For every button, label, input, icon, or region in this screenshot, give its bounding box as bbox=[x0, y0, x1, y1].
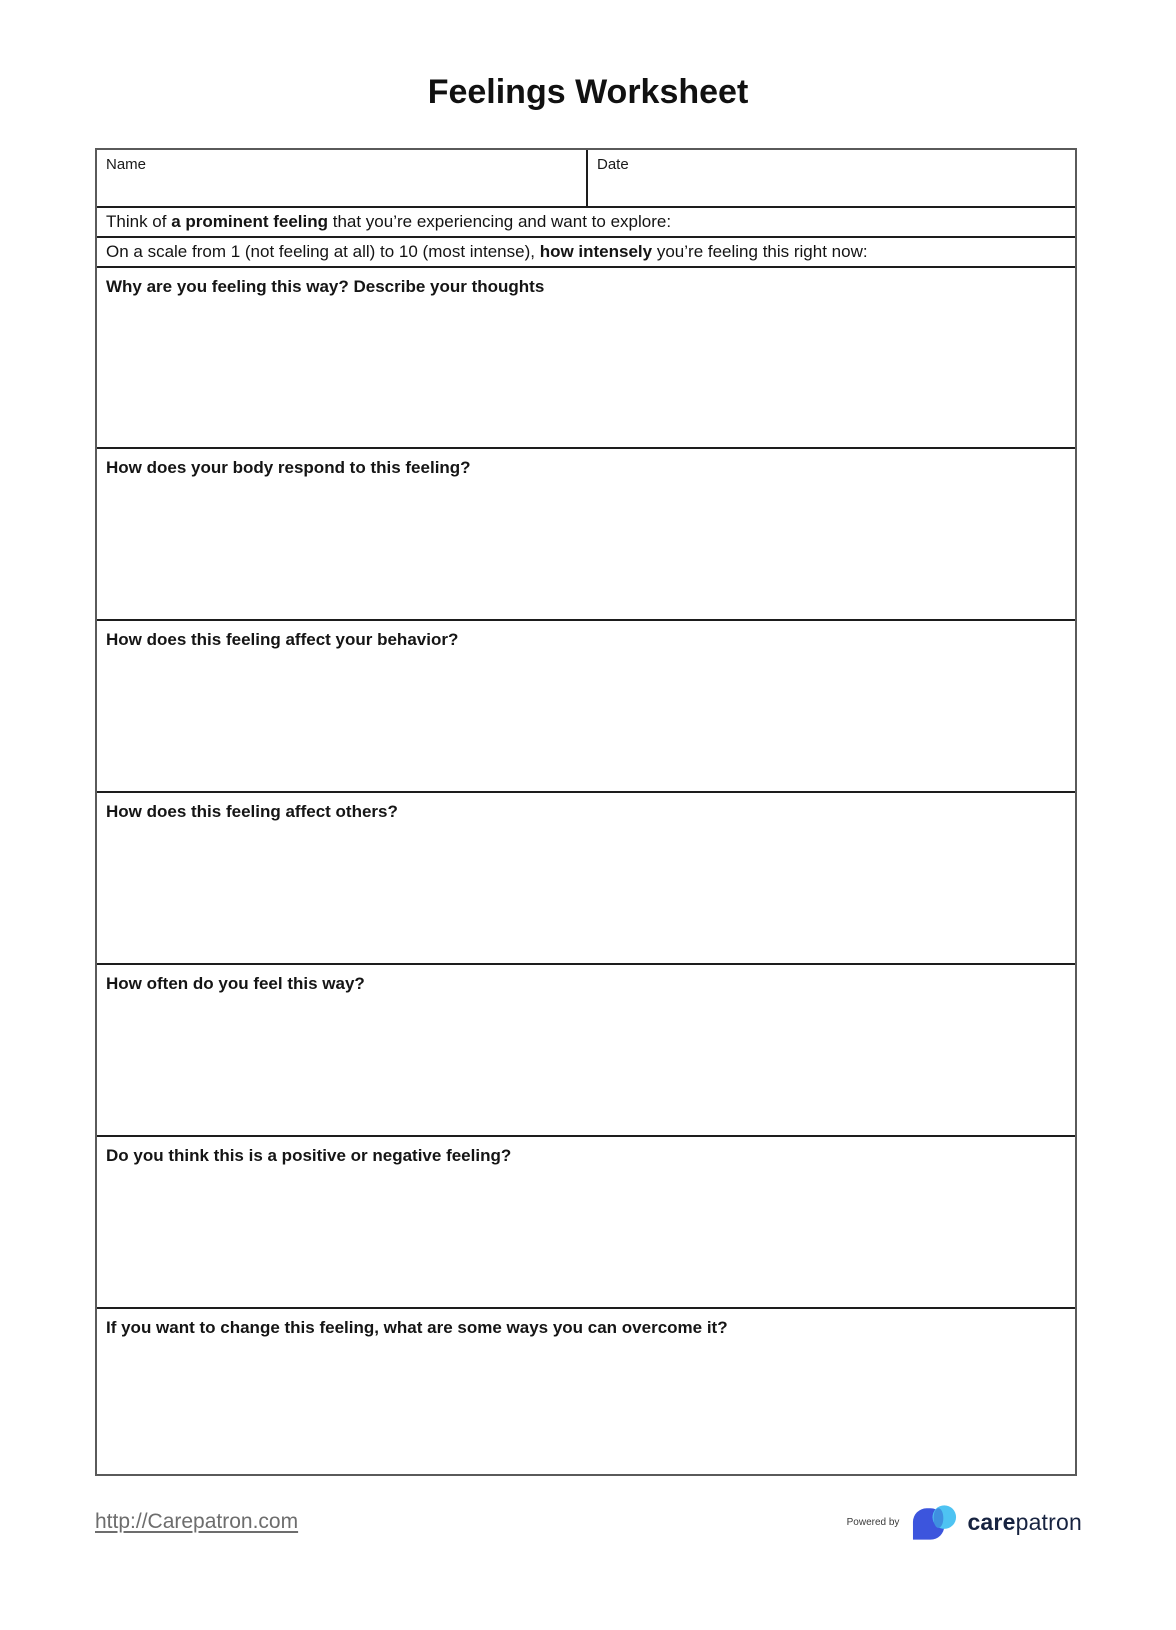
brand-name bbox=[967, 1509, 1082, 1536]
answer-area[interactable] bbox=[97, 994, 1075, 1135]
prompt-rows bbox=[97, 206, 1075, 266]
question-frequency bbox=[97, 963, 1075, 1135]
name-label: Name bbox=[106, 156, 147, 173]
question-overcome bbox=[97, 1307, 1075, 1474]
carepatron-link[interactable]: http://Carepatron.com bbox=[95, 1510, 299, 1533]
name-field-cell[interactable] bbox=[97, 150, 586, 206]
prompt-text-segment: how intensely bbox=[539, 242, 653, 261]
date-field-cell[interactable] bbox=[586, 150, 1075, 206]
question-label: Do you think this is a positive or negative feeling? bbox=[106, 1146, 512, 1165]
question-behavior bbox=[97, 619, 1075, 791]
question-label: How does this feeling affect others? bbox=[106, 802, 398, 821]
question-label: How does this feeling affect your behavior? bbox=[106, 630, 459, 649]
question-positive-negative bbox=[97, 1135, 1075, 1307]
prompt-text-segment: a prominent feeling bbox=[171, 212, 328, 231]
question-label: If you want to change this feeling, what are some ways you can overcome it? bbox=[106, 1318, 728, 1337]
powered-by-label: Powered by bbox=[846, 1516, 900, 1528]
carepatron-brand bbox=[847, 1504, 1082, 1540]
carepatron-logo-icon bbox=[911, 1504, 958, 1540]
question-rows bbox=[97, 266, 1075, 1474]
question-label: How often do you feel this way? bbox=[106, 974, 365, 993]
prominent-feeling-prompt[interactable] bbox=[97, 206, 1075, 236]
brand-name-bold: care bbox=[967, 1508, 1016, 1535]
answer-area[interactable] bbox=[97, 478, 1075, 619]
question-why-feeling bbox=[97, 266, 1075, 447]
date-label: Date bbox=[597, 156, 629, 173]
brand-name-light: patron bbox=[1015, 1508, 1082, 1535]
question-body-response bbox=[97, 447, 1075, 619]
prompt-text-segment: you’re feeling this right now: bbox=[652, 242, 868, 261]
prompt-text-segment: Think of bbox=[106, 212, 172, 231]
prompt-text-segment: On a scale from 1 (not feeling at all) to 10 (most intense), bbox=[106, 242, 540, 261]
logo-overlap bbox=[934, 1508, 944, 1528]
page-title: Feelings Worksheet bbox=[427, 73, 749, 111]
question-affect-others bbox=[97, 791, 1075, 963]
question-label: Why are you feeling this way? Describe your thoughts bbox=[106, 277, 545, 296]
answer-area[interactable] bbox=[97, 1166, 1075, 1307]
question-label: How does your body respond to this feeling? bbox=[106, 458, 471, 477]
answer-area[interactable] bbox=[97, 822, 1075, 963]
worksheet-table bbox=[95, 148, 1077, 1476]
prompt-text-segment: that you’re experiencing and want to explore: bbox=[328, 212, 672, 231]
answer-area[interactable] bbox=[97, 1338, 1075, 1474]
footer bbox=[95, 1504, 1082, 1540]
answer-area[interactable] bbox=[97, 650, 1075, 791]
intensity-scale-prompt[interactable] bbox=[97, 236, 1075, 266]
answer-area[interactable] bbox=[97, 297, 1075, 447]
name-date-row bbox=[97, 150, 1075, 206]
